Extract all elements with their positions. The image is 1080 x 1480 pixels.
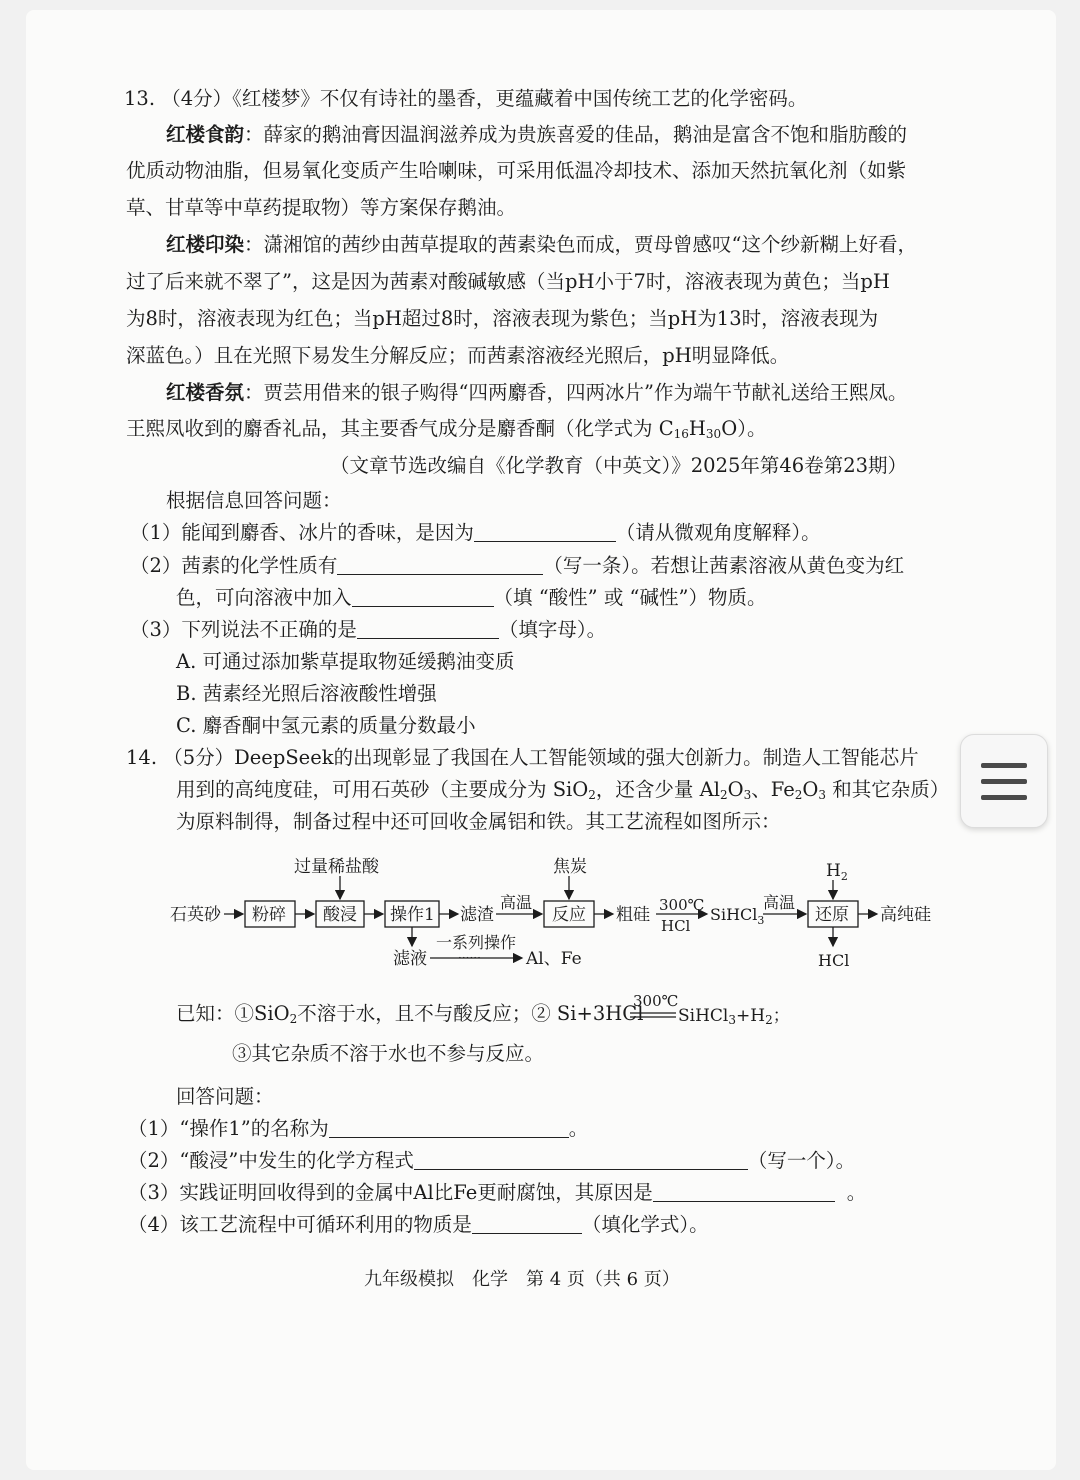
formula-h: H — [688, 417, 706, 440]
q13-p2-line2: 过了后来就不翠了”，这是因为茜素对酸碱敏感（当pH小于7时，溶液表现为黄色；当pH — [126, 270, 890, 293]
label-quartz-sand: 石英砂 — [170, 905, 221, 925]
q13-p1-line2: 优质动物油脂，但易氧化变质产生哈喇味，可采用低温冷却技术、添加天然抗氧化剂（如紫 — [126, 159, 907, 182]
formula-sub: 2 — [588, 788, 596, 802]
label-hcl-condition: HCl — [661, 917, 691, 935]
known-product — [678, 1003, 790, 1029]
q14-sub2-hint: （写一个）。 — [747, 1149, 856, 1172]
label-h2: $H_2$ — [826, 861, 848, 883]
formula-sub: 3 — [818, 788, 827, 802]
label-dilute-hcl: 过量稀盐酸 — [294, 857, 379, 877]
label-series-operations: 一系列操作 — [436, 933, 517, 952]
label-al-fe: Al、Fe — [526, 949, 582, 969]
q13-p3-label: 红楼香氛 — [166, 381, 245, 404]
formula-sub: 3 — [743, 788, 752, 802]
label-pure-silicon: 高纯硅 — [880, 905, 931, 925]
formula-sub: 2 — [794, 788, 803, 802]
formula-sub: 3 — [728, 1013, 736, 1027]
label-operation1: 操作1 — [390, 905, 435, 925]
known-text: SiHCl — [678, 1006, 729, 1026]
q13-sub1-text: （1）能闻到麝香、冰片的香味，是因为 — [130, 521, 474, 544]
q13-p2-text: ：潇湘馆的茜纱由茜草提取的茜素染色而成，贾母曾感叹“这个纱新糊上好看， — [244, 233, 917, 256]
q13-p2-line4: 深蓝色。）且在光照下易发生分解反应；而茜素溶液经光照后，pH明显降低。 — [126, 344, 790, 367]
q14-sub2 — [128, 1148, 855, 1174]
q14-text: O — [727, 778, 744, 801]
q14-sub1-end: 。 — [568, 1117, 589, 1140]
q14-sub3 — [128, 1180, 866, 1206]
label-300c: 300℃ — [659, 896, 705, 914]
answer-blank[interactable] — [653, 1181, 835, 1202]
label-high-temp: 高温 — [500, 893, 533, 912]
q13-p1-line3: 草、甘草等中草药提取物）等方案保存鹅油。 — [126, 196, 517, 219]
q13-p1-label: 红楼食韵 — [166, 123, 245, 146]
q14-sub3-text: （3）实践证明回收得到的金属中Al比Fe更耐腐蚀，其原因是 — [128, 1181, 653, 1204]
q13-sub3-hint: （填字母）。 — [498, 618, 607, 641]
label-filtrate: 滤液 — [393, 949, 427, 969]
formula-post: O）。 — [721, 417, 767, 440]
label-hcl-output: HCl — [818, 951, 850, 970]
q13-sub3-text: （3）下列说法不正确的是 — [130, 618, 357, 641]
q13-sub2-text2: 色，可向溶液中加入 — [176, 586, 352, 609]
known-text: 已知：①SiO — [176, 1002, 290, 1025]
option-a: A. 可通过添加紫草提取物延缓鹅油变质 — [176, 650, 515, 673]
q14-sub3-end: 。 — [846, 1181, 867, 1204]
answer-blank[interactable] — [472, 1213, 582, 1234]
q14-text: 、Fe — [751, 778, 795, 801]
label-crude-silicon: 粗硅 — [616, 905, 650, 925]
answer-blank[interactable] — [329, 1117, 569, 1138]
q14-text: ，还含少量 Al — [595, 778, 720, 801]
q14-text: O — [802, 778, 819, 801]
option-c: C. 麝香酮中氢元素的质量分数最小 — [176, 714, 476, 737]
known-text: +H — [736, 1006, 766, 1026]
formula-sub: 30 — [705, 427, 722, 441]
q13-sub2-hint: （写一条）。若想让茜素溶液从黄色变为红 — [543, 554, 905, 577]
known-line1 — [176, 1001, 643, 1027]
q14-line3: 为原料制得，制备过程中还可回收金属铝和铁。其工艺流程如图所示： — [176, 810, 781, 833]
q14-line1: 14. （5分）DeepSeek的出现彰显了我国在人工智能领域的强大创新力。制造人工智能芯片 — [126, 746, 919, 769]
q13-source: （文章节选改编自《化学教育（中英文）》2025年第46卷第23期） — [330, 454, 908, 477]
q14-sub1 — [128, 1116, 588, 1142]
hamburger-icon — [961, 735, 1047, 827]
label-reaction: 反应 — [552, 905, 586, 925]
q14-sub2-text: （2）“酸浸”中发生的化学方程式 — [128, 1149, 414, 1172]
label-coke: 焦炭 — [553, 857, 587, 877]
q13-p3-text: ：贾芸用借来的银子购得“四两麝香，四两冰片”作为端午节献礼送给王熙凤。 — [244, 381, 908, 404]
q14-answer-prompt: 回答问题： — [176, 1085, 274, 1108]
label-acid-leach: 酸浸 — [323, 905, 357, 925]
q14-text: 和其它杂质） — [826, 778, 950, 801]
known-text: ； — [772, 1006, 790, 1026]
label-high-temp-2: 高温 — [763, 893, 796, 912]
label-residue: 滤渣 — [460, 905, 494, 925]
label-sihcl3: SiHCl$_3$ — [710, 905, 765, 927]
label-reduction: 还原 — [815, 905, 849, 925]
q14-sub4 — [128, 1212, 709, 1238]
q13-sub1-hint: （请从微观角度解释）。 — [615, 521, 821, 544]
q13-p2-line3: 为8时，溶液表现为红色；当pH超过8时，溶液表现为紫色；当pH为13时，溶液表现为 — [126, 307, 879, 330]
formula-sub: 2 — [765, 1013, 773, 1027]
page-footer: 九年级模拟 化学 第 4 页（共 6 页） — [364, 1269, 680, 1290]
label-crush: 粉碎 — [252, 905, 286, 925]
q13-intro: 13. （4分）《红楼梦》不仅有诗社的墨香，更蕴藏着中国传统工艺的化学密码。 — [124, 87, 808, 110]
known-line3: ③其它杂质不溶于水也不参与反应。 — [232, 1042, 545, 1065]
menu-button[interactable] — [960, 734, 1048, 828]
option-b: B. 茜素经光照后溶液酸性增强 — [176, 682, 437, 705]
q14-sub4-hint: （填化学式）。 — [581, 1213, 709, 1236]
label-dots: ······ — [458, 951, 481, 965]
q13-p2-label: 红楼印染 — [166, 233, 245, 256]
formula-sub: 2 — [719, 788, 728, 802]
known-text: 不溶于水，且不与酸反应；② Si+3HCl — [297, 1002, 644, 1025]
q14-sub1-text: （1）“操作1”的名称为 — [128, 1117, 329, 1140]
eq-condition: 300℃ — [633, 992, 679, 1010]
q14-sub4-text: （4）该工艺流程中可循环利用的物质是 — [128, 1213, 472, 1236]
formula-sub: 16 — [673, 427, 689, 441]
q13-prompt: 根据信息回答问题： — [166, 489, 342, 512]
q13-sub2-hint2: （填 “酸性” 或 “碱性”）物质。 — [493, 586, 767, 609]
q13-sub2-text: （2）茜素的化学性质有 — [130, 554, 338, 577]
q13-p1-text: ：薛家的鹅油膏因温润滋养成为贵族喜爱的佳品，鹅油是富含不饱和脂肪酸的 — [244, 123, 908, 146]
answer-blank[interactable] — [414, 1149, 748, 1170]
formula-sub: 2 — [289, 1012, 298, 1026]
formula-pre: 王熙凤收到的麝香礼品，其主要香气成分是麝香酮（化学式为 C — [126, 417, 674, 440]
q14-text: 用到的高纯度硅，可用石英砂（主要成分为 SiO — [176, 778, 589, 801]
